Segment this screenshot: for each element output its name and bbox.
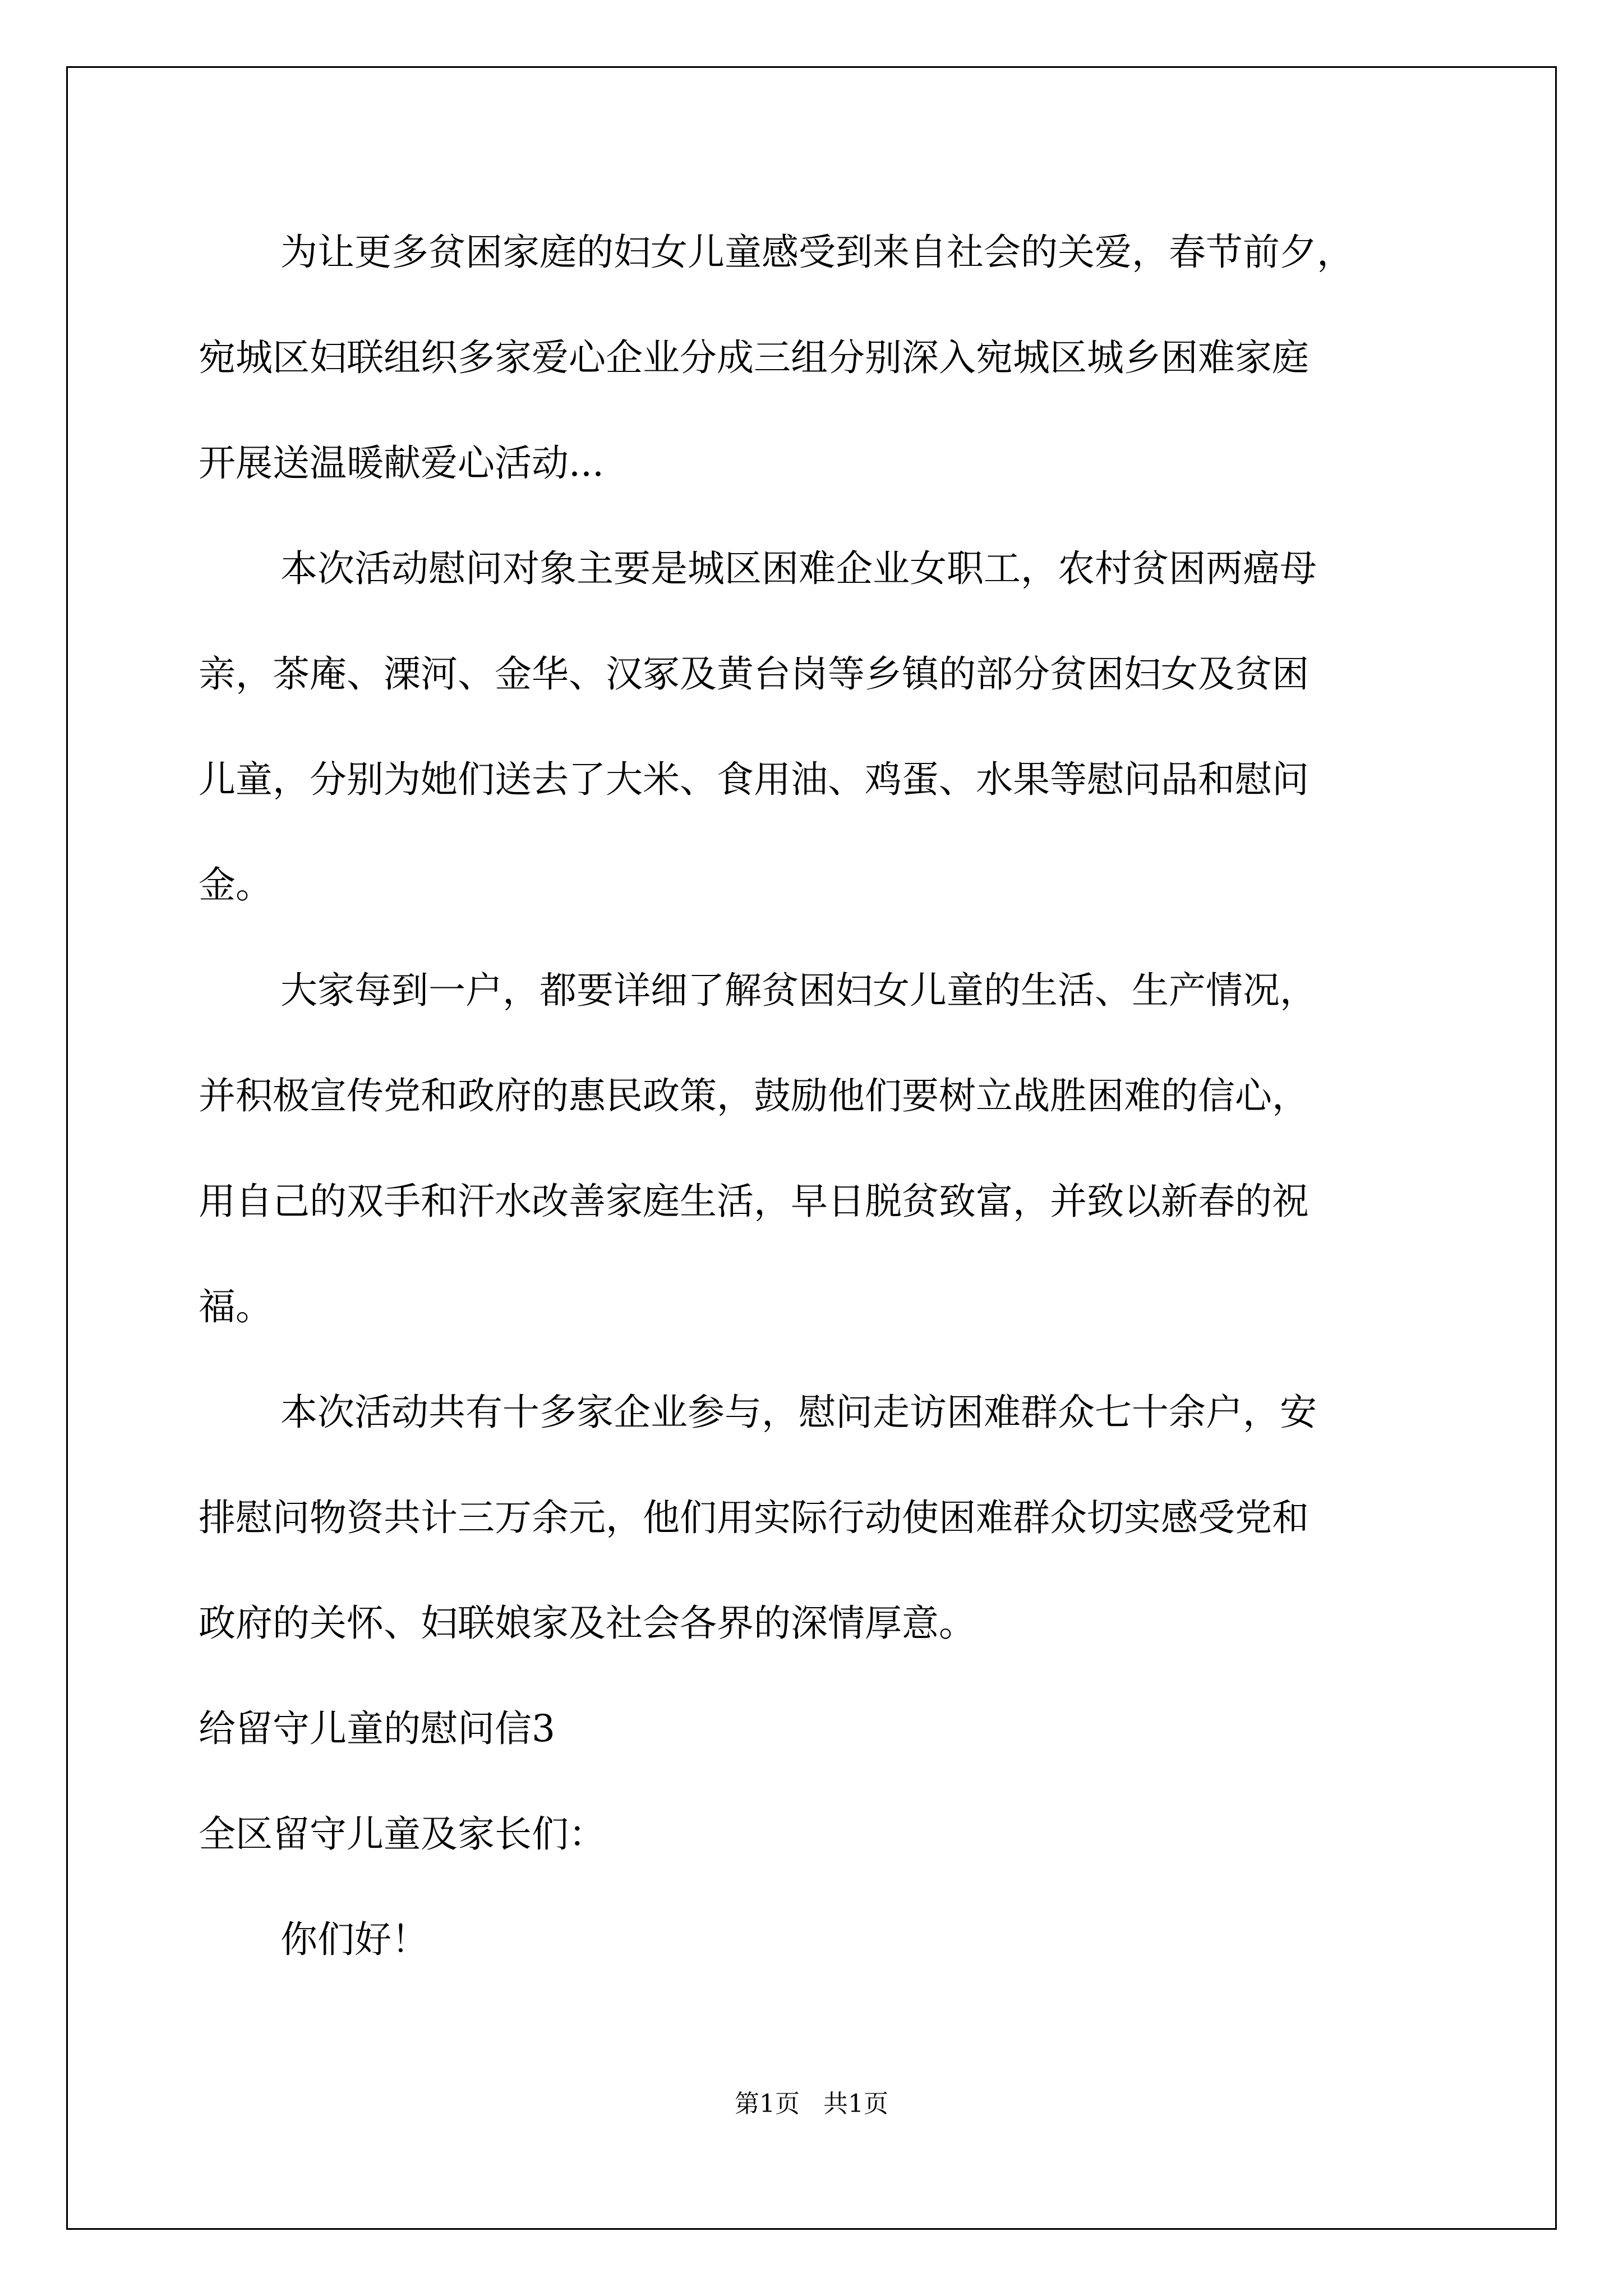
paragraph-2-line-4: 金。 — [199, 863, 273, 907]
paragraph-2-line-1: 本次活动慰问对象主要是城区困难企业女职工，农村贫困两癌母 — [280, 547, 1317, 590]
paragraph-2-line-2: 亲，茶庵、溧河、金华、汉冢及黄台岗等乡镇的部分贫困妇女及贫困 — [199, 652, 1309, 696]
page-number-footer: 第1页 共1页 — [735, 2090, 888, 2118]
paragraph-1-line-2: 宛城区妇联组织多家爱心企业分成三组分别深入宛城区城乡困难家庭 — [199, 336, 1309, 379]
paragraph-3-line-2: 并积极宣传党和政府的惠民政策，鼓励他们要树立战胜困难的信心， — [199, 1074, 1309, 1117]
page-border — [66, 66, 1557, 2230]
paragraph-1-line-1: 为让更多贫困家庭的妇女儿童感受到来自社会的关爱，春节前夕， — [280, 231, 1354, 274]
greeting: 你们好！ — [280, 1918, 428, 1961]
letter-heading: 给留守儿童的慰问信3 — [199, 1707, 555, 1750]
paragraph-3-line-3: 用自己的双手和汗水改善家庭生活，早日脱贫致富，并致以新春的祝 — [199, 1180, 1309, 1223]
salutation: 全区留守儿童及家长们： — [199, 1812, 606, 1856]
paragraph-1-line-3: 开展送温暖献爱心活动... — [199, 441, 604, 485]
paragraph-2-line-3: 儿童，分别为她们送去了大米、食用油、鸡蛋、水果等慰问品和慰问 — [199, 758, 1309, 801]
paragraph-3-line-1: 大家每到一户，都要详细了解贫困妇女儿童的生活、生产情况， — [280, 969, 1317, 1012]
paragraph-4-line-2: 排慰问物资共计三万余元，他们用实际行动使困难群众切实感受党和 — [199, 1496, 1309, 1539]
paragraph-4-line-1: 本次活动共有十多家企业参与，慰问走访困难群众七十余户，安 — [280, 1391, 1317, 1434]
paragraph-3-line-4: 福。 — [199, 1285, 273, 1328]
paragraph-4-line-3: 政府的关怀、妇联娘家及社会各界的深情厚意。 — [199, 1602, 976, 1645]
